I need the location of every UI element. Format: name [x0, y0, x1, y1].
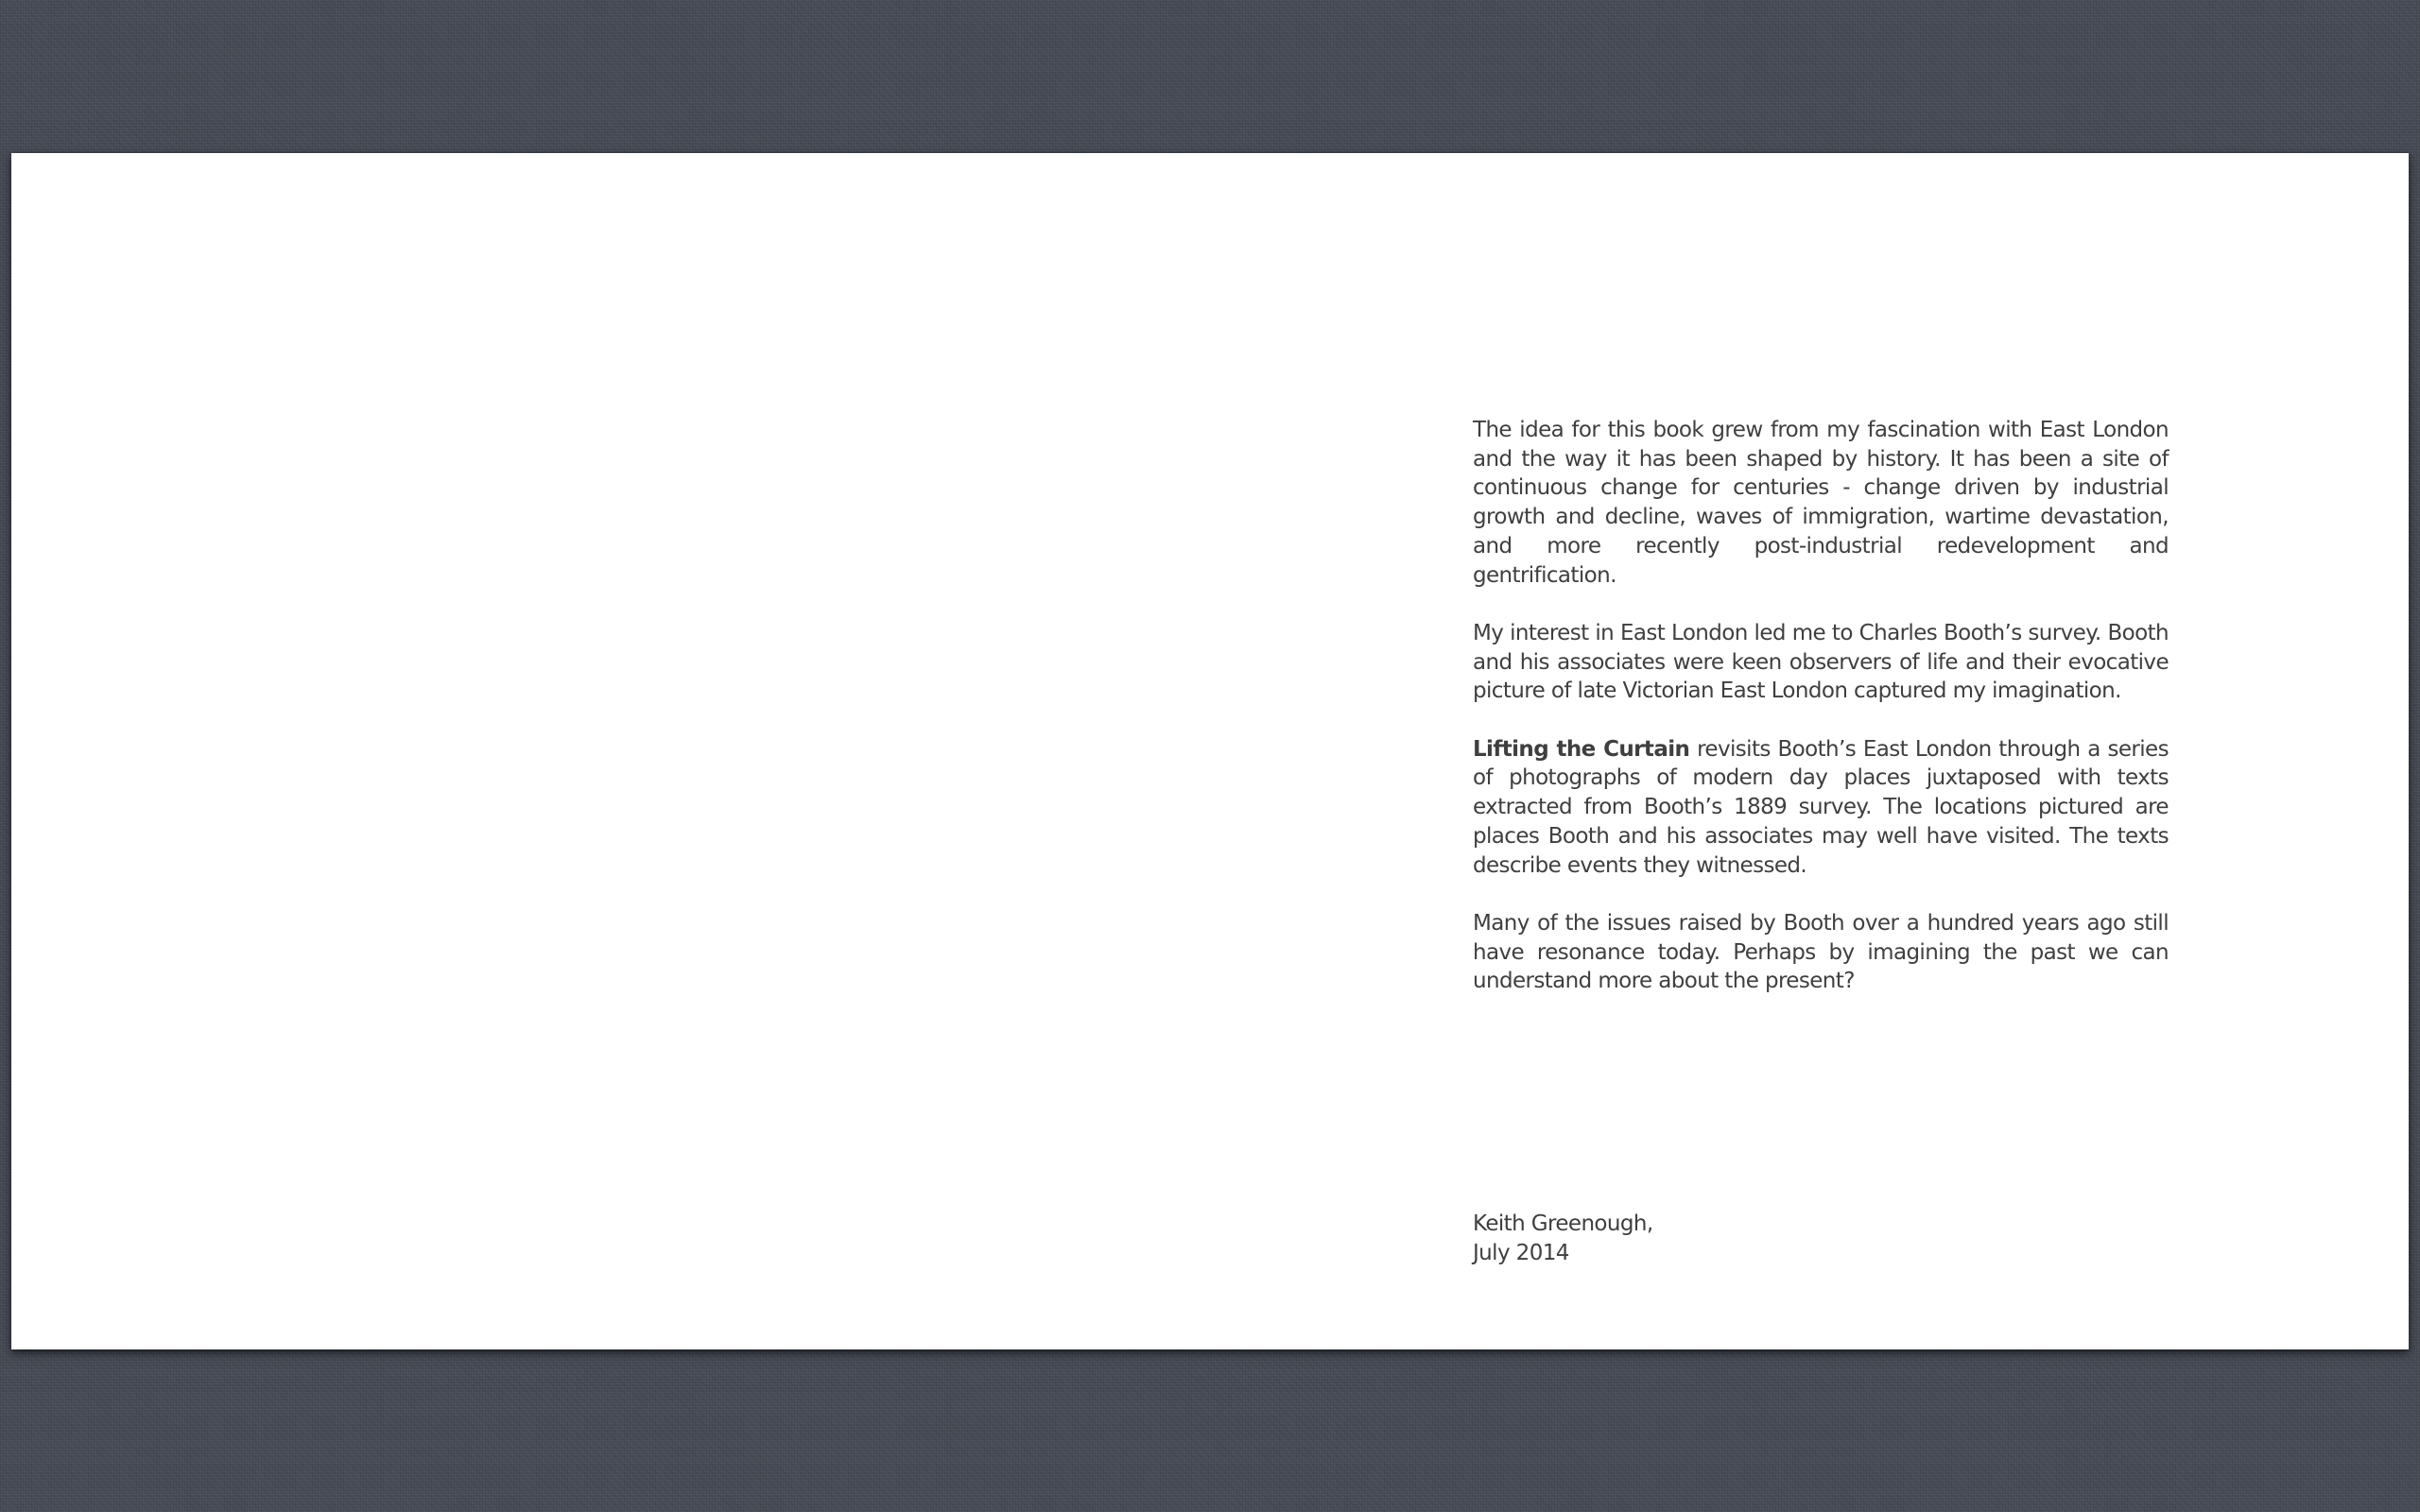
- book-spread: [11, 153, 2409, 1349]
- paragraph-lifting-the-curtain: [1473, 735, 2169, 881]
- book-title-bold: Lifting the Curtain: [1473, 736, 1690, 762]
- paragraph-lifting-the-curtain-body: revisits Booth’s East London through a series of photographs of modern day places juxtaposed with texts extracted from Booth’s 1889 survey. The locations pictured are places Booth and his associates may well have visited. The texts describe events they witnessed.: [1473, 736, 2169, 878]
- paragraph-booth-survey: My interest in East London led me to Charles Booth’s survey. Booth and his associates were keen observers of life and their evocative picture of late Victorian East London captured my imagination.: [1473, 620, 2169, 704]
- author-name: Keith Greenough,: [1473, 1211, 1653, 1236]
- foreword-text: [1473, 416, 2169, 1025]
- right-page: [1210, 153, 2409, 1349]
- author-signature: [1473, 1210, 1653, 1267]
- left-page-blank: [11, 153, 1210, 1349]
- paragraph-intro: The idea for this book grew from my fascination with East London and the way it has been shaped by history. It has been a site of continuous change for centuries - change driven by industrial growth and decline, waves of immigration, wartime devastation, and more recently post-industrial redevelopment and gentrification.: [1473, 418, 2169, 588]
- paragraph-closing: Many of the issues raised by Booth over a hundred years ago still have resonance today. Perhaps by imagining the past we can understand more about the present?: [1473, 910, 2169, 994]
- signature-date: July 2014: [1473, 1240, 1569, 1265]
